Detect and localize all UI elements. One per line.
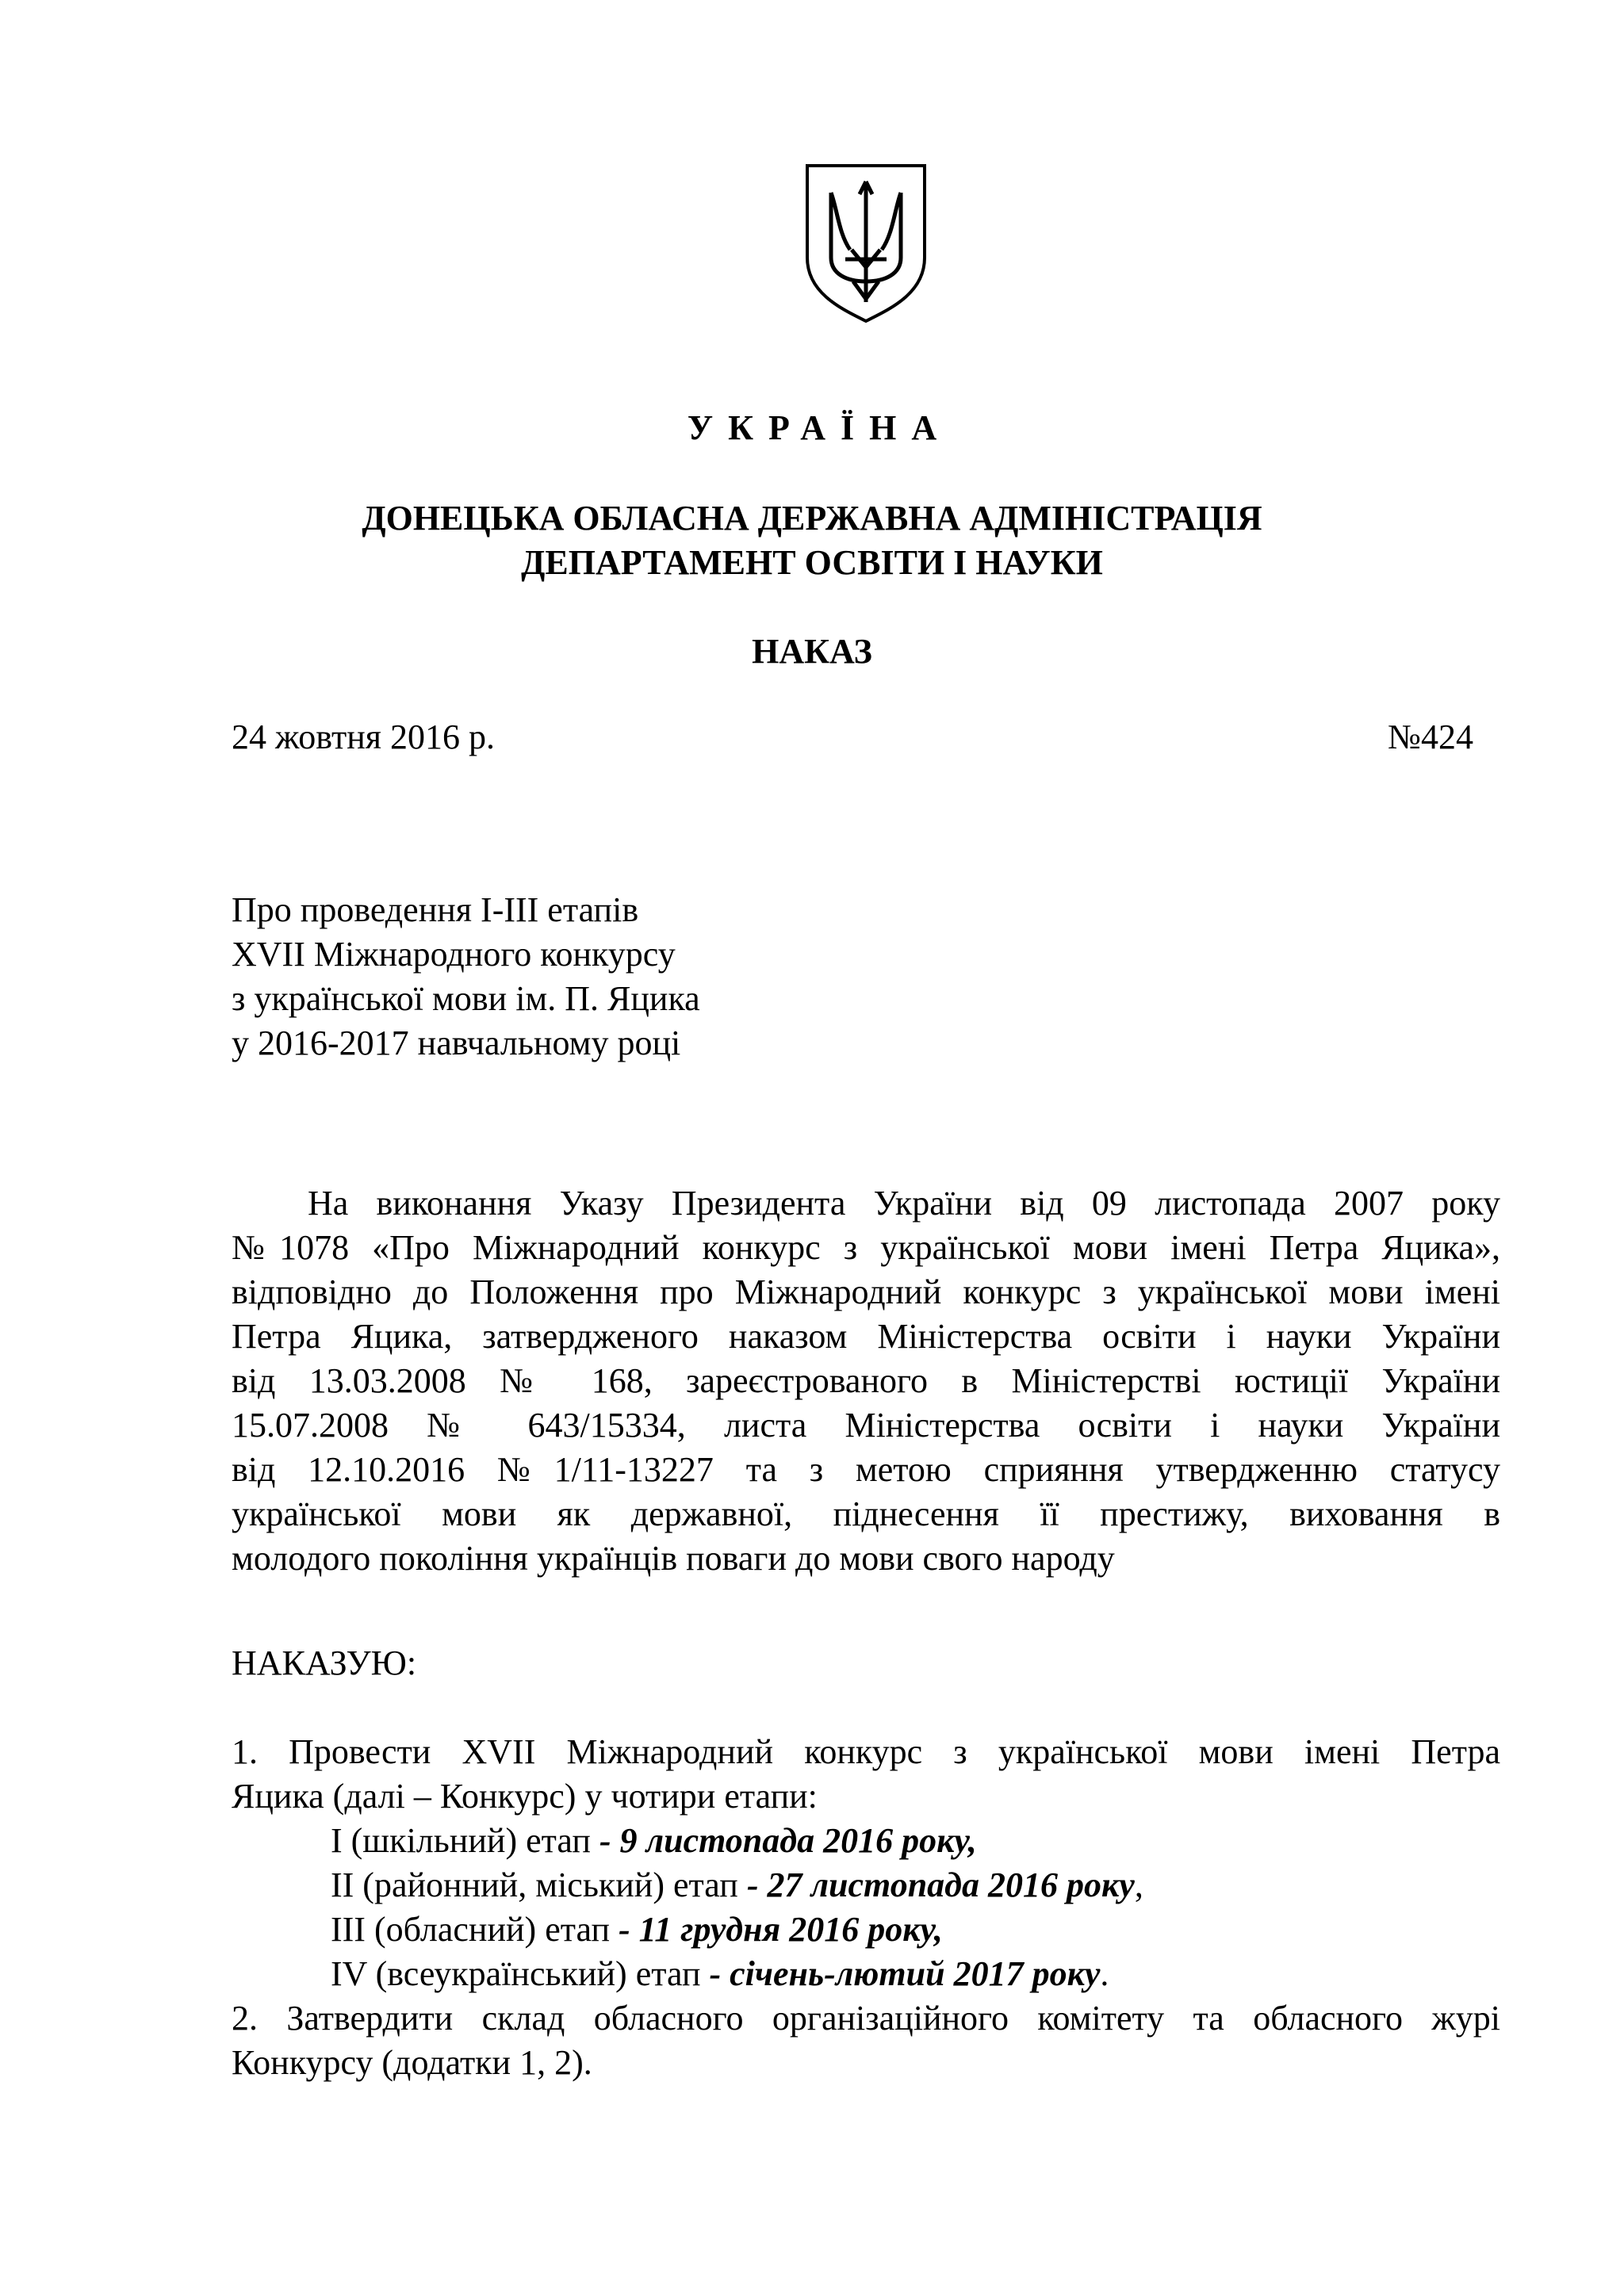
stage-item xyxy=(232,1863,1500,1908)
item-1-line: 1. Провести XVII Міжнародний конкурс з української мови імені Петра xyxy=(232,1732,1500,1771)
preamble-line: 15.07.2008 № 643/15334, листа Міністерства освіти і науки України xyxy=(232,1406,1500,1445)
preamble-line: №1078 «Про Міжнародний конкурс з української мови імені Петра Яцика», xyxy=(232,1228,1500,1267)
document-type: НАКАЗ xyxy=(752,632,872,671)
preamble-line: від 12.10.2016 №1/11-13227 та з метою сприяння утвердженню статусу xyxy=(232,1450,1500,1489)
stage-name: III (обласний) етап xyxy=(331,1910,619,1949)
order-directive: НАКАЗУЮ: xyxy=(232,1644,417,1682)
administration-name: ДОНЕЦЬКА ОБЛАСНА ДЕРЖАВНА АДМІНІСТРАЦІЯ xyxy=(362,499,1262,538)
preamble-line: відповідно до Положення про Міжнародний конкурс з української мови імені xyxy=(232,1272,1500,1311)
item-2-line: 2. Затвердити склад обласного організаційного комітету та обласного журі xyxy=(232,1999,1500,2038)
subject-line: у 2016-2017 навчальному році xyxy=(232,1024,681,1062)
item-2-line: Конкурсу (додатки 1, 2). xyxy=(232,2043,592,2082)
subject-line: Про проведення І-ІІІ етапів xyxy=(232,890,639,929)
preamble-line: На виконання Указу Президента України від 09 листопада 2007 року xyxy=(308,1184,1500,1223)
document-number: №424 xyxy=(1388,718,1473,756)
stage-name: I (шкільний) етап xyxy=(331,1821,599,1860)
document-date: 24 жовтня 2016 р. xyxy=(232,718,495,756)
stage-item xyxy=(232,1819,1500,1863)
preamble-line: від 13.03.2008 № 168, зареєстрованого в Міністерстві юстиції України xyxy=(232,1361,1500,1400)
stage-name: IV (всеукраїнський) етап xyxy=(331,1954,710,1993)
stage-date: - 9 листопада 2016 року, xyxy=(599,1821,977,1860)
stage-date: - 11 грудня 2016 року, xyxy=(619,1910,943,1949)
stage-date: - січень-лютий 2017 року xyxy=(709,1954,1101,1993)
subject-line: XVII Міжнародного конкурсу xyxy=(232,935,676,974)
country-name: УКРАЇНА xyxy=(687,408,952,447)
preamble-paragraph xyxy=(232,1181,1500,1581)
stage-tail: , xyxy=(1134,1866,1143,1904)
preamble-line: української мови як державної, піднесення її престижу, виховання в xyxy=(232,1494,1500,1533)
stage-item xyxy=(232,1952,1500,1996)
stage-date: - 27 листопада 2016 року xyxy=(746,1866,1135,1904)
preamble-line: молодого покоління українців поваги до мови свого народу xyxy=(232,1539,1115,1578)
trident-emblem-icon xyxy=(802,163,929,325)
order-items xyxy=(232,1730,1500,2085)
subject-line: з української мови ім. П. Яцика xyxy=(232,979,700,1018)
item-1-line: Яцика (далі – Конкурс) у чотири етапи: xyxy=(232,1777,818,1816)
stage-item xyxy=(232,1908,1500,1952)
document-subject xyxy=(232,888,1025,1066)
preamble-line: Петра Яцика, затвердженого наказом Міністерства освіти і науки України xyxy=(232,1317,1500,1356)
stage-name: II (районний, міський) етап xyxy=(331,1866,747,1904)
stage-tail: . xyxy=(1100,1954,1109,1993)
department-name: ДЕПАРТАМЕНТ ОСВІТИ І НАУКИ xyxy=(521,543,1103,582)
